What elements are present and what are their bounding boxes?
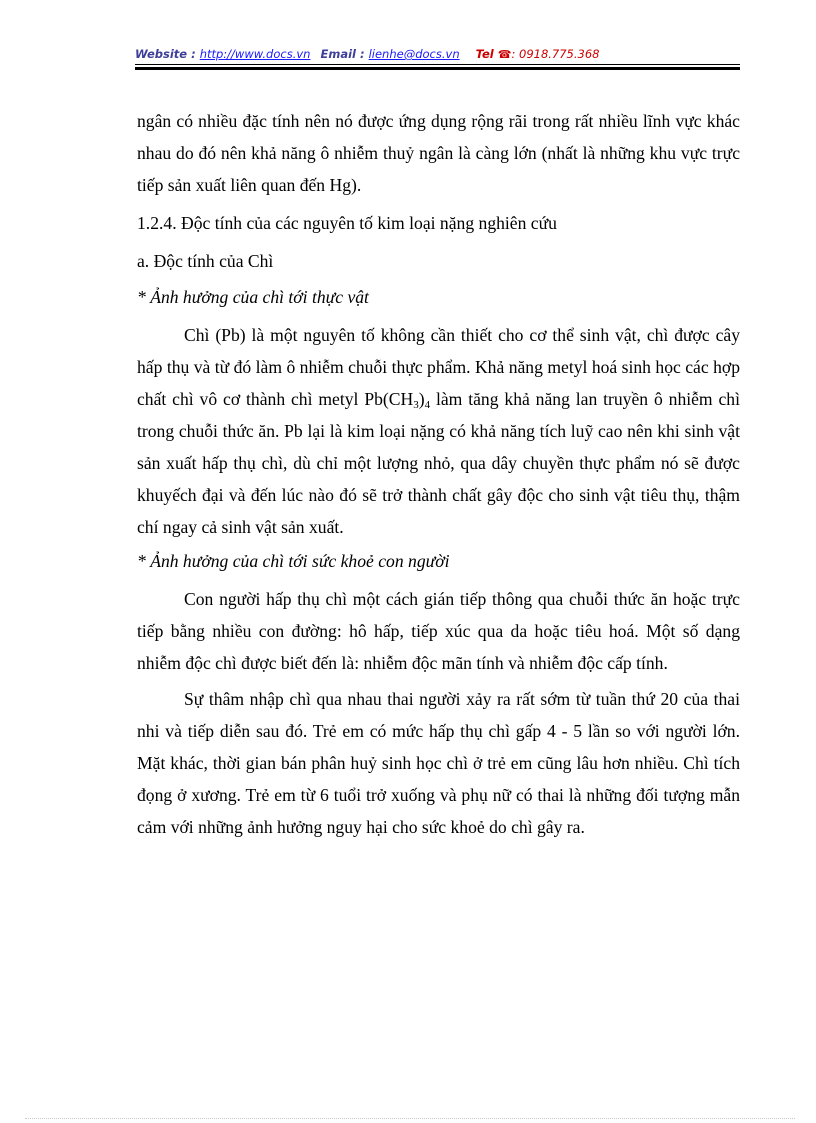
paragraph-human-exposure: Con người hấp thụ chì một cách gián tiếp thông qua chuỗi thức ăn hoặc trực tiếp bằng nhiều con đường: hô hấp, tiếp xúc qua da hoặc tiêu hoá. Một số dạng nhiễm độc chì được biết đến là: nhiễm độc mãn tính và nhiễm độc cấp tính. — [137, 589, 740, 673]
header-rule-thick — [135, 67, 740, 70]
subheading-health: * Ảnh hưởng của chì tới sức khoẻ con người — [137, 551, 450, 571]
subscript: 3 — [413, 399, 419, 411]
tel-value: : 0918.775.368 — [511, 47, 600, 61]
section-heading: 1.2.4. Độc tính của các nguyên tố kim loại nặng nghiên cứu — [137, 213, 557, 233]
email-link[interactable]: lienhe@docs.vn — [368, 47, 460, 61]
paragraph-children: Sự thâm nhập chì qua nhau thai người xảy ra rất sớm từ tuần thứ 20 của thai nhi và tiếp diễn sau đó. Trẻ em có mức hấp thụ chì gấp 4 - 5 lần so với người lớn. Mặt khác, thời gian bán phân huỷ sinh học chì ở trẻ em cũng lâu hơn nhiều. Chì tích đọng ở xương. Trẻ em từ 6 tuổi trở xuống và phụ nữ có thai là những đối tượng mẫn cảm với những ảnh hưởng nguy hại cho sức khoẻ do chì gây ra. — [137, 689, 740, 837]
tel-label: Tel — [475, 47, 494, 61]
paragraph-text: Chì (Pb) là một nguyên tố không cần thiết cho cơ thể sinh vật, chì được cây hấp thụ và từ đó làm ô nhiễm chuỗi thực phẩm. Khả năng metyl hoá sinh học các hợp chất chì vô cơ thành chì metyl Pb(CH — [137, 325, 740, 409]
website-label: Website : — [135, 47, 196, 61]
header-rule-thin — [135, 64, 740, 65]
paragraph-text: làm tăng khả năng lan truyền ô nhiễm chì trong chuỗi thức ăn. Pb lại là kim loại nặng có khả năng tích luỹ cao nên khi sinh vật sản xuất hấp thụ chì, dù chỉ một lượng nhỏ, qua dây chuyền thực phẩm nó sẽ được khuyếch đại và đến lúc nào đó sẽ trở thành chất gây độc cho sinh vật tiêu thụ, thậm chí ngay cả sinh vật sản xuất. — [137, 389, 740, 537]
paragraph-mercury: ngân có nhiều đặc tính nên nó được ứng dụng rộng rãi trong rất nhiều lĩnh vực khác nhau do đó nên khả năng ô nhiễm thuỷ ngân là càng lớn (nhất là những khu vực trực tiếp sản xuất liên quan đến Hg). — [137, 111, 740, 195]
subsection-heading: a. Độc tính của Chì — [137, 251, 274, 271]
email-label: Email : — [320, 47, 365, 61]
page-bottom-border — [25, 1118, 795, 1119]
subscript: 4 — [424, 399, 431, 411]
paragraph-text: ) — [418, 389, 425, 409]
paragraph-lead-plants — [137, 319, 740, 543]
phone-icon: ☎ — [497, 48, 512, 61]
page-header — [135, 47, 740, 61]
website-link[interactable]: http://www.docs.vn — [199, 47, 311, 61]
subheading-plants: * Ảnh hưởng của chì tới thực vật — [137, 287, 369, 307]
document-body — [137, 105, 740, 843]
